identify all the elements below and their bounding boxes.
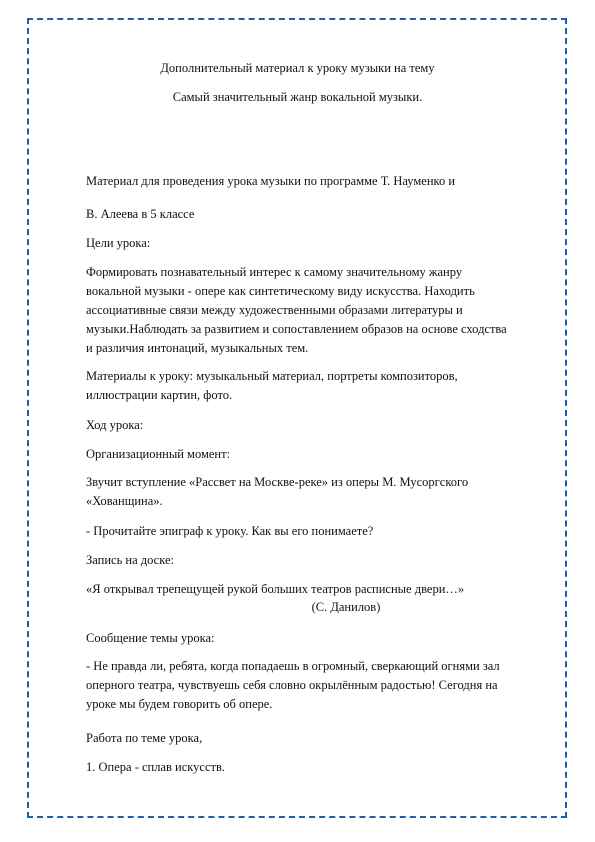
epigraph-question: - Прочитайте эпиграф к уроку. Как вы его понимаете? [86,524,374,538]
intro-music-line: «Хованщина». [86,494,163,508]
goals-line: музыки.Наблюдать за развитием и сопоставлением образов на основе сходства [86,322,507,336]
goals-line: вокальной музыки - опере как синтетическому виду искусства. Находить [86,284,475,298]
section-1-heading: 1. Опера - сплав искусств. [86,760,225,774]
materials-line: иллюстрации картин, фото. [86,388,233,402]
quote-author: (С. Данилов) [311,600,381,614]
intro-music-paragraph [86,473,526,511]
epigraph-quote: «Я открывал трепещущей рукой больших театров расписные двери…» [86,582,465,596]
lesson-heading: Ход урока: [86,418,144,432]
work-heading: Работа по теме урока, [86,731,203,745]
goals-heading: Цели урока: [86,236,151,250]
materials-paragraph [86,367,526,405]
goals-line: и различия интонаций, музыкальных тем. [86,341,309,355]
org-moment: Организационный момент: [86,447,231,461]
topic-line: - Не правда ли, ребята, когда попадаешь в огромный, сверкающий огнями зал [86,659,500,673]
header-title-line-2: Самый значительный жанр вокальной музыки. [172,90,423,104]
intro-music-line: Звучит вступление «Рассвет на Москве-реке» из оперы М. Мусоргского [86,475,469,489]
board-note: Запись на доске: [86,553,175,567]
topic-line: уроке мы будем говорить об опере. [86,697,273,711]
intro-line-1: Материал для проведения урока музыки по программе Т. Науменко и [86,174,456,188]
goals-line: ассоциативные связи между художественными образами литературы и [86,303,463,317]
header-title-line-1: Дополнительный материал к уроку музыки на тему [160,61,435,75]
topic-heading: Сообщение темы урока: [86,631,215,645]
intro-line-2: В. Алеева в 5 классе [86,207,195,221]
materials-line: Материалы к уроку: музыкальный материал, портреты композиторов, [86,369,458,383]
goals-paragraph [86,263,526,358]
goals-line: Формировать познавательный интерес к самому значительному жанру [86,265,463,279]
topic-paragraph [86,657,526,714]
topic-line: оперного театра, чувствуешь себя словно окрылённым радостью! Сегодня на [86,678,498,692]
